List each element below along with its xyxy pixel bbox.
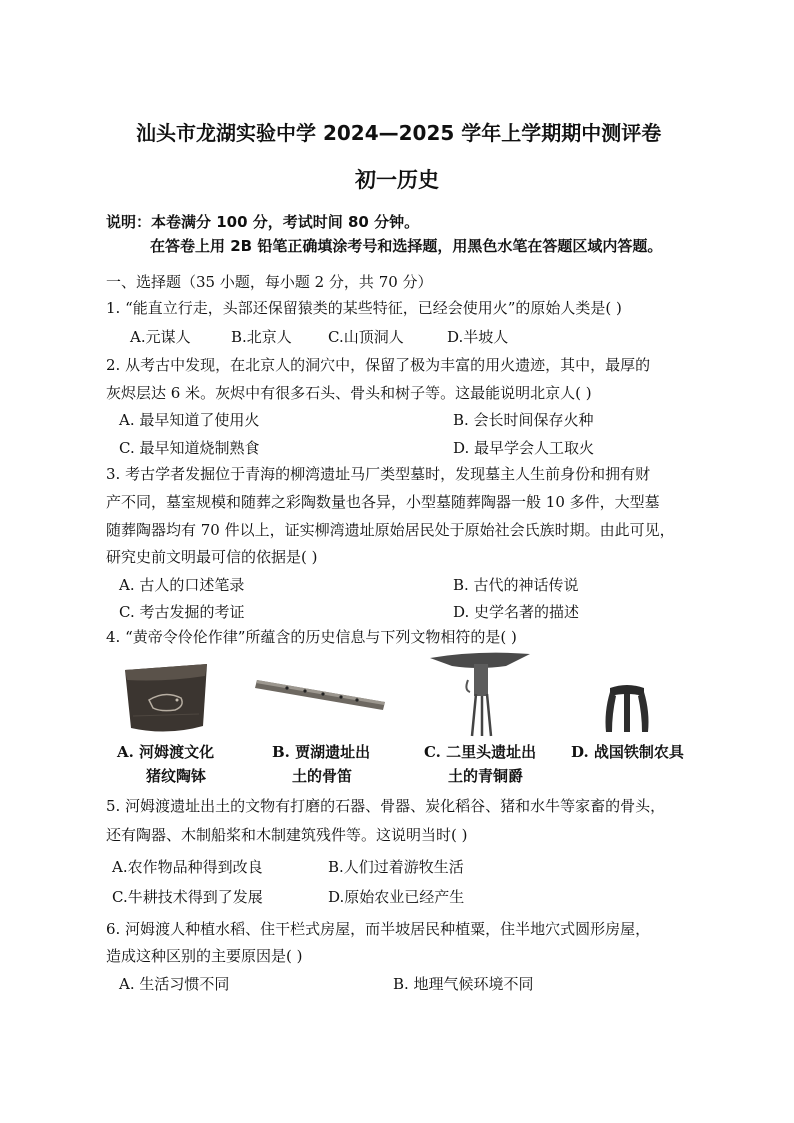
- iron-farm-tool-image: [600, 682, 654, 736]
- q1-option-d: D.半坡人: [447, 328, 509, 346]
- q4-option-d-line-1: D. 战国铁制农具: [571, 743, 684, 761]
- notes-line-2: 在答卷上用 2B 铅笔正确填涂考号和选择题，用黑色水笔在答题区域内答题。: [150, 237, 663, 255]
- q4-option-a-line-2: 猪纹陶钵: [146, 767, 207, 785]
- pig-pattern-pottery-bowl-image: [119, 656, 213, 736]
- q1-option-a: A.元谋人: [130, 328, 191, 346]
- q3-option-b: B. 古代的神话传说: [453, 576, 579, 594]
- q2-stem-2: 灰烬层达 6 米。灰烬中有很多石头、骨头和树子等。这最能说明北京人( ): [106, 384, 592, 402]
- q5-option-a: A.农作物品种得到改良: [112, 858, 263, 876]
- q2-option-b: B. 会长时间保存火种: [453, 411, 594, 429]
- q4-option-a-line-1: A. 河姆渡文化: [117, 743, 215, 761]
- q6-stem-2: 造成这种区别的主要原因是( ): [106, 947, 303, 965]
- q5-option-b: B.人们过着游牧生活: [328, 858, 464, 876]
- q3-stem-1: 3. 考古学者发掘位于青海的柳湾遗址马厂类型墓时，发现墓主人生前身份和拥有财: [106, 465, 651, 483]
- section-heading: 一、选择题（35 小题，每小题 2 分，共 70 分）: [106, 273, 433, 291]
- q4-option-c-line-1: C. 二里头遗址出: [424, 743, 537, 761]
- q2-stem-1: 2. 从考古中发现，在北京人的洞穴中，保留了极为丰富的用火遗迹，其中，最厚的: [106, 356, 651, 374]
- q1-stem: 1. “能直立行走，头部还保留猿类的某些特征，已经会使用火”的原始人类是( ): [106, 299, 622, 317]
- q4-stem: 4. “黄帝令伶伦作律”所蕴含的历史信息与下列文物相符的是( ): [106, 628, 517, 646]
- q2-option-a: A. 最早知道了使用火: [119, 411, 260, 429]
- q6-option-b: B. 地理气候环境不同: [393, 975, 534, 993]
- q3-option-c: C. 考古发掘的考证: [119, 603, 245, 621]
- q3-stem-4: 研究史前文明最可信的依据是( ): [106, 548, 318, 566]
- bone-flute-image: [253, 672, 389, 716]
- q5-stem-1: 5. 河姆渡遗址出土的文物有打磨的石器、骨器、炭化稻谷、猪和水牛等家畜的骨头，: [106, 797, 666, 815]
- subject-title: 初一历史: [355, 168, 439, 192]
- q1-option-c: C.山顶洞人: [328, 328, 404, 346]
- q3-stem-2: 产不同，墓室规模和随葬之彩陶数量也各异，小型墓随葬陶器一般 10 多件，大型墓: [106, 493, 660, 511]
- q6-option-a: A. 生活习惯不同: [119, 975, 230, 993]
- q5-option-d: D.原始农业已经产生: [328, 888, 465, 906]
- notes-line-1: 说明：本卷满分 100 分，考试时间 80 分钟。: [106, 213, 420, 231]
- q3-stem-3: 随葬陶器均有 70 件以上，证实柳湾遗址原始居民处于原始社会氏族时期。由此可见，: [106, 521, 675, 539]
- bronze-jue-vessel-image: [428, 650, 532, 738]
- exam-title: 汕头市龙湖实验中学 2024—2025 学年上学期期中测评卷: [136, 121, 662, 145]
- q1-option-b: B.北京人: [231, 328, 292, 346]
- q2-option-c: C. 最早知道烧制熟食: [119, 439, 260, 457]
- q4-option-b-line-2: 土的骨笛: [292, 767, 353, 785]
- q5-option-c: C.牛耕技术得到了发展: [112, 888, 263, 906]
- q3-option-a: A. 古人的口述笔录: [119, 576, 245, 594]
- q3-option-d: D. 史学名著的描述: [453, 603, 580, 621]
- q4-option-c-line-2: 土的青铜爵: [448, 767, 524, 785]
- q4-option-b-line-1: B. 贾湖遗址出: [272, 743, 371, 761]
- q6-stem-1: 6. 河姆渡人种植水稻、住干栏式房屋，而半坡居民种植粟，住半地穴式圆形房屋，: [106, 920, 651, 938]
- q2-option-d: D. 最早学会人工取火: [453, 439, 595, 457]
- q5-stem-2: 还有陶器、木制船桨和木制建筑残件等。这说明当时( ): [106, 826, 468, 844]
